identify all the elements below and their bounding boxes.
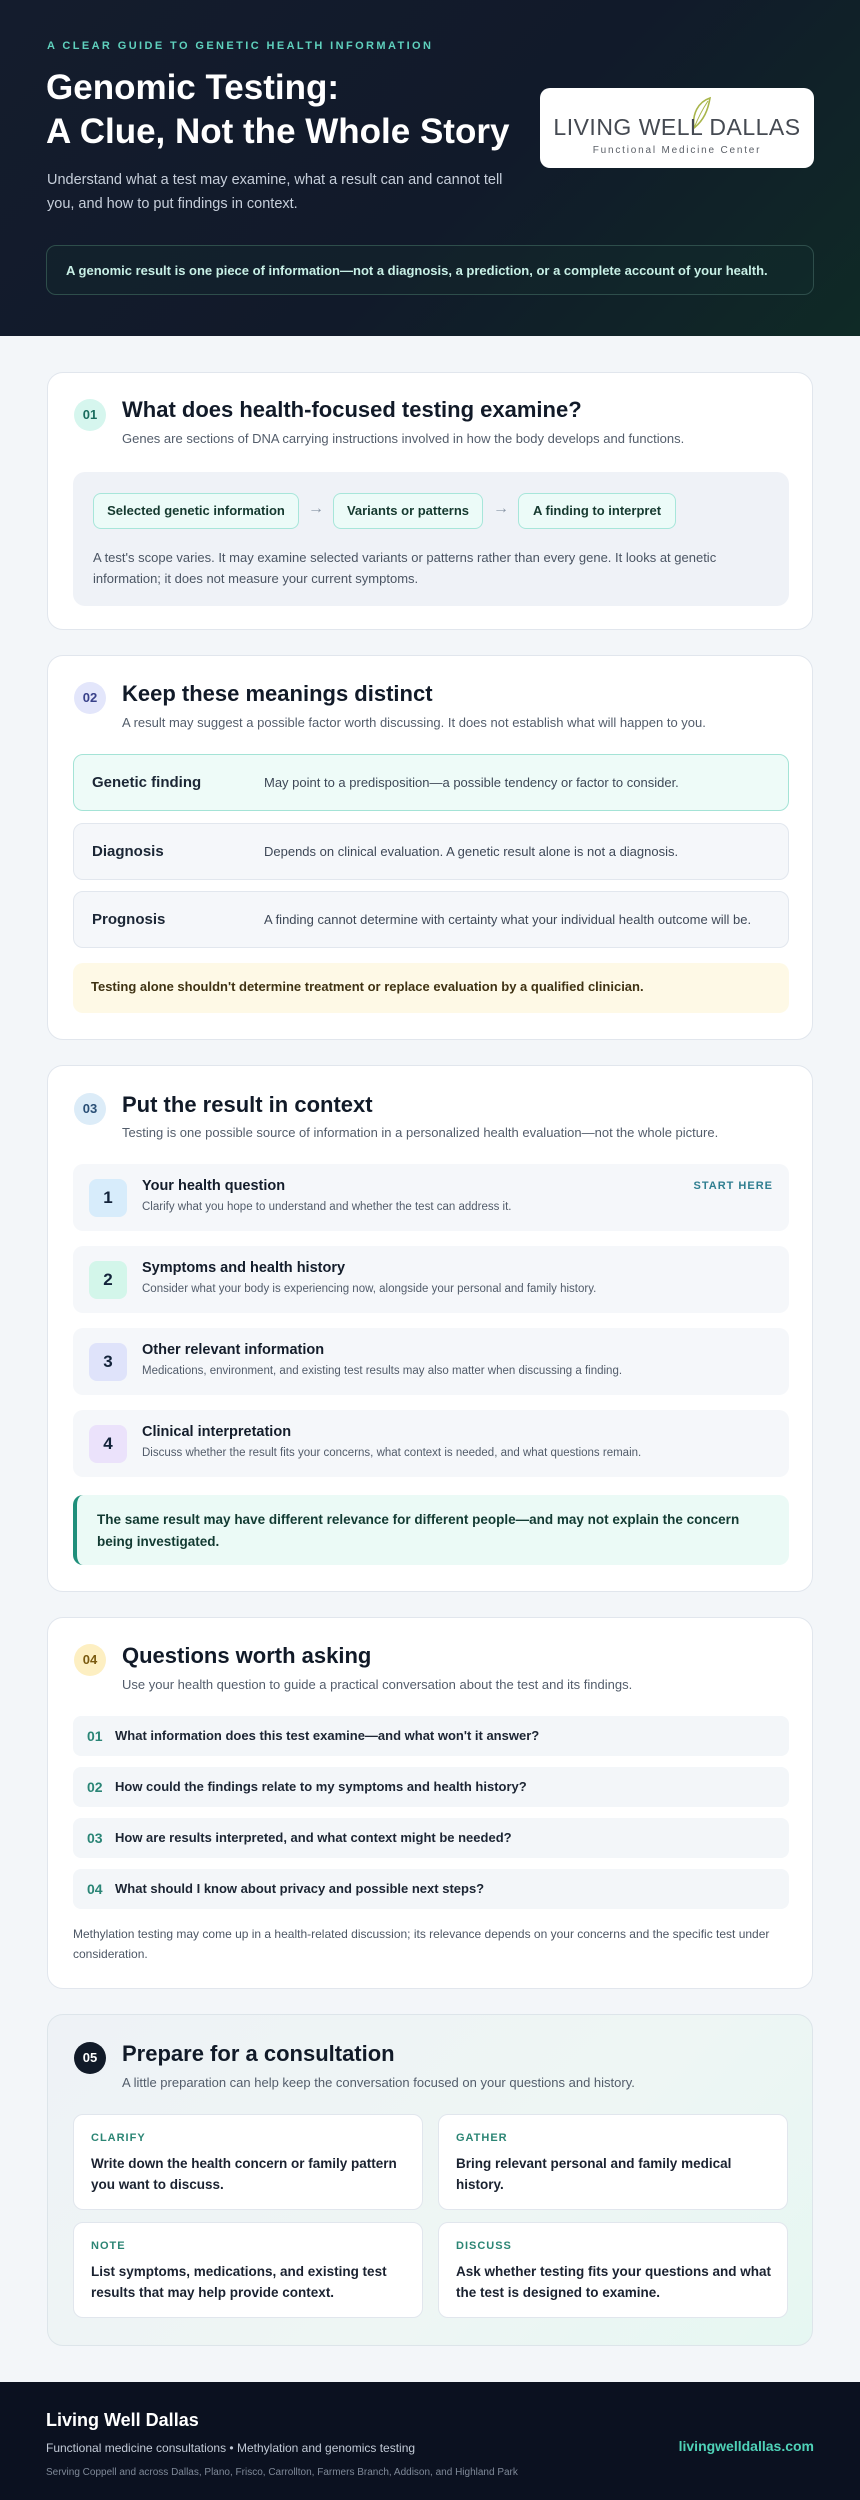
- context-step: [73, 1246, 789, 1313]
- meaning-row-prognosis: [73, 891, 789, 948]
- context-step: [73, 1328, 789, 1395]
- section-subtitle: A result may suggest a possible factor worth discussing. It does not establish what will happen to you.: [122, 715, 706, 730]
- arrow-right-icon: →: [308, 500, 324, 517]
- meaning-term: Genetic finding: [92, 774, 202, 791]
- questions-note: Methylation testing may come up in a health-related discussion; its relevance depends on your concerns and the specific test under consideration.: [73, 1927, 770, 1961]
- tile-label: DISCUSS: [456, 2240, 512, 2252]
- step-desc: Medications, environment, and existing test results may also matter when discussing a finding.: [142, 1365, 623, 1377]
- step-number: 1: [89, 1179, 127, 1217]
- section-title: Prepare for a consultation: [122, 2041, 395, 2066]
- section-prepare: [47, 2014, 813, 2346]
- meaning-term: Prognosis: [92, 911, 166, 928]
- meaning-row-diagnosis: [73, 823, 789, 880]
- meaning-row-genetic-finding: [73, 754, 789, 811]
- section-title: What does health-focused testing examine?: [122, 397, 582, 422]
- section-title: Keep these meanings distinct: [122, 681, 433, 706]
- tile-text: Ask whether testing fits your questions and what the test is designed to examine.: [456, 2264, 772, 2300]
- flow-diagram: [73, 472, 789, 606]
- question-item: [73, 1767, 789, 1807]
- footer-brand: Living Well Dallas: [46, 2410, 199, 2430]
- section-subtitle: Use your health question to guide a practical conversation about the test and its findings.: [122, 1677, 633, 1692]
- footer-services: Functional medicine consultations • Methylation and genomics testing: [46, 2441, 416, 2455]
- brand-logo: [540, 88, 814, 168]
- title-line-2: A Clue, Not the Whole Story: [46, 112, 510, 151]
- question-number: 02: [87, 1779, 103, 1795]
- page-title: [46, 66, 526, 154]
- logo-tagline: Functional Medicine Center: [592, 145, 762, 156]
- section-number: 02: [74, 682, 106, 714]
- section-title: Questions worth asking: [122, 1643, 372, 1668]
- hero-banner: [0, 0, 860, 336]
- section-title: Put the result in context: [122, 1092, 373, 1117]
- section-subtitle: Testing is one possible source of information in a personalized health evaluation—not the whole picture.: [122, 1125, 719, 1140]
- step-title: Your health question: [142, 1178, 286, 1194]
- step-title: Other relevant information: [142, 1342, 325, 1358]
- question-text: How are results interpreted, and what context might be needed?: [115, 1830, 512, 1845]
- hero-eyebrow: A CLEAR GUIDE TO GENETIC HEALTH INFORMATION: [47, 40, 434, 52]
- footer-service-area: Serving Coppell and across Dallas, Plano, Frisco, Carrollton, Farmers Branch, Addison, and Highland Park: [46, 2467, 518, 2478]
- section-number: 05: [74, 2042, 106, 2074]
- question-item: [73, 1716, 789, 1756]
- step-number: 2: [89, 1261, 127, 1299]
- website-link[interactable]: livingwelldallas.com: [678, 2438, 814, 2454]
- prep-tile-clarify: [73, 2114, 423, 2210]
- context-step: [73, 1164, 789, 1231]
- section-context: [47, 1065, 813, 1592]
- section-subtitle: Genes are sections of DNA carrying instructions involved in how the body develops and functions.: [122, 431, 685, 446]
- title-line-1: Genomic Testing:: [46, 68, 339, 107]
- hero-callout: A genomic result is one piece of information—not a diagnosis, a prediction, or a complete account of your health.: [46, 245, 814, 295]
- logo-wordmark: LIVING WELL DALLAS: [553, 114, 801, 140]
- tile-label: CLARIFY: [91, 2132, 146, 2144]
- section-subtitle: A little preparation can help keep the conversation focused on your questions and history.: [122, 2075, 635, 2090]
- step-desc: Clarify what you hope to understand and whether the test can address it.: [142, 1201, 512, 1213]
- context-step: [73, 1410, 789, 1477]
- question-number: 01: [87, 1728, 103, 1744]
- prep-tile-discuss: [438, 2222, 788, 2318]
- warning-note: Testing alone shouldn't determine treatment or replace evaluation by a qualified clinician.: [73, 963, 789, 1013]
- section-number: 01: [74, 399, 106, 431]
- step-title: Symptoms and health history: [142, 1260, 346, 1276]
- step-desc: Discuss whether the result fits your concerns, what context is needed, and what questions remain.: [142, 1447, 642, 1459]
- context-quote: The same result may have different relevance for different people—and may not explain the concern being investigated.: [73, 1495, 789, 1565]
- step-number: 4: [89, 1425, 127, 1463]
- question-text: What information does this test examine—and what won't it answer?: [115, 1728, 540, 1743]
- question-number: 04: [87, 1881, 103, 1897]
- meaning-desc: Depends on clinical evaluation. A genetic result alone is not a diagnosis.: [264, 844, 679, 859]
- question-text: How could the findings relate to my symptoms and health history?: [115, 1779, 527, 1794]
- section-testing-examines: [47, 372, 813, 630]
- step-desc: Consider what your body is experiencing now, alongside your personal and family history.: [142, 1283, 597, 1295]
- prep-tile-note: [73, 2222, 423, 2318]
- prep-tile-gather: [438, 2114, 788, 2210]
- section-questions: [47, 1617, 813, 1989]
- meaning-desc: A finding cannot determine with certainty what your individual health outcome will be.: [264, 912, 752, 927]
- flow-note: A test's scope varies. It may examine selected variants or patterns rather than every gene. It looks at genetic information; it does not measure your current symptoms.: [93, 550, 717, 586]
- tile-text: List symptoms, medications, and existing test results that may help provide context.: [91, 2264, 387, 2300]
- question-number: 03: [87, 1830, 103, 1846]
- section-number: 04: [74, 1644, 106, 1676]
- tile-text: Write down the health concern or family pattern you want to discuss.: [91, 2156, 397, 2192]
- flow-step-3: A finding to interpret: [518, 493, 676, 529]
- section-meanings: [47, 655, 813, 1040]
- footer: [0, 2382, 860, 2500]
- section-number: 03: [74, 1093, 106, 1125]
- step-title: Clinical interpretation: [142, 1424, 292, 1440]
- arrow-right-icon: →: [493, 500, 509, 517]
- meaning-term: Diagnosis: [92, 843, 164, 860]
- meaning-desc: May point to a predisposition—a possible tendency or factor to consider.: [264, 775, 679, 790]
- start-here-badge: START HERE: [693, 1180, 773, 1192]
- step-number: 3: [89, 1343, 127, 1381]
- tile-label: NOTE: [91, 2240, 126, 2252]
- tile-label: GATHER: [456, 2132, 508, 2144]
- question-text: What should I know about privacy and possible next steps?: [115, 1881, 485, 1896]
- tile-text: Bring relevant personal and family medical history.: [456, 2156, 732, 2192]
- flow-step-2: Variants or patterns: [333, 493, 483, 529]
- question-item: [73, 1818, 789, 1858]
- hero-subtitle: Understand what a test may examine, what a result can and cannot tell you, and how to put findings in context.: [47, 172, 503, 212]
- question-item: [73, 1869, 789, 1909]
- flow-step-1: Selected genetic information: [93, 493, 299, 529]
